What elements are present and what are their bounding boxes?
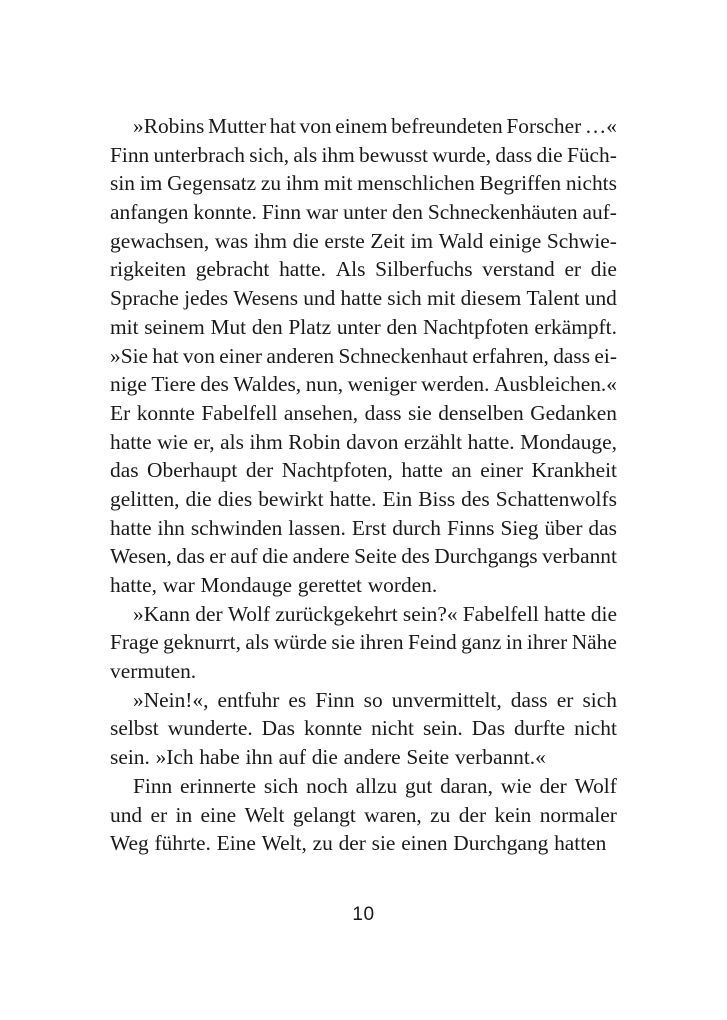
text-line: selbst wunderte. Das konnte nicht sein. Das durfte nicht (110, 716, 617, 741)
text-line: sin im Gegensatz zu ihm mit menschlichen Begriffen nichts (110, 171, 617, 196)
text-line: Er konnte Fabelfell ansehen, dass sie denselben Gedanken (110, 400, 617, 425)
page-number: 10 (352, 904, 375, 925)
text-line: nige Tiere des Waldes, nun, weniger werden. Ausbleichen.« (110, 372, 617, 397)
text-line: gewachsen, was ihm die erste Zeit im Wald einige Schwie- (110, 228, 617, 253)
text-line: gelitten, die dies bewirkt hatte. Ein Biss des Schattenwolfs (110, 486, 617, 511)
text-line: hatte, war Mondauge gerettet worden. (110, 573, 438, 597)
text-line: rigkeiten gebracht hatte. Als Silberfuchs verstand er die (110, 257, 617, 282)
text-line: Frage geknurrt, als würde sie ihren Feind ganz in ihrer Nähe (110, 630, 617, 655)
text-line: hatte wie er, als ihm Robin davon erzählt hatte. Mondauge, (110, 429, 617, 454)
text-line: Finn erinnerte sich noch allzu gut daran, wie der Wolf (133, 773, 617, 798)
text-line: Wesen, das er auf die andere Seite des Durchgangs verbannt (110, 544, 617, 569)
text-line: Sprache jedes Wesens und hatte sich mit diesem Talent und (110, 286, 617, 311)
text-line: und er in eine Welt gelangt waren, zu der kein normaler (110, 802, 617, 827)
text-line: Finn unterbrach sich, als ihm bewusst wurde, dass die Füch- (110, 142, 617, 167)
page-body-text (110, 112, 617, 858)
text-line: vermuten. (110, 659, 197, 684)
text-line: »Sie hat von einer anderen Schneckenhaut erfahren, dass ei- (110, 343, 617, 368)
text-line: sein. »Ich habe ihn auf die andere Seite verbannt.« (110, 745, 546, 770)
text-line: mit seinem Mut den Platz unter den Nachtpfoten erkämpft. (110, 314, 617, 339)
text-line: das Oberhaupt der Nachtpfoten, hatte an einer Krankheit (110, 458, 617, 483)
text-line: »Kann der Wolf zurückgekehrt sein?« Fabelfell hatte die (133, 601, 617, 626)
text-line: hatte ihn schwinden lassen. Erst durch Finns Sieg über das (110, 515, 617, 540)
text-line: Weg führte. Eine Welt, zu der sie einen Durchgang hatten (110, 831, 607, 856)
text-line: »Robins Mutter hat von einem befreundeten Forscher …« (133, 114, 617, 138)
text-line: anfangen konnte. Finn war unter den Schneckenhäuten auf- (110, 200, 617, 225)
text-line: »Nein!«, entfuhr es Finn so unvermittelt, dass er sich (133, 687, 617, 712)
